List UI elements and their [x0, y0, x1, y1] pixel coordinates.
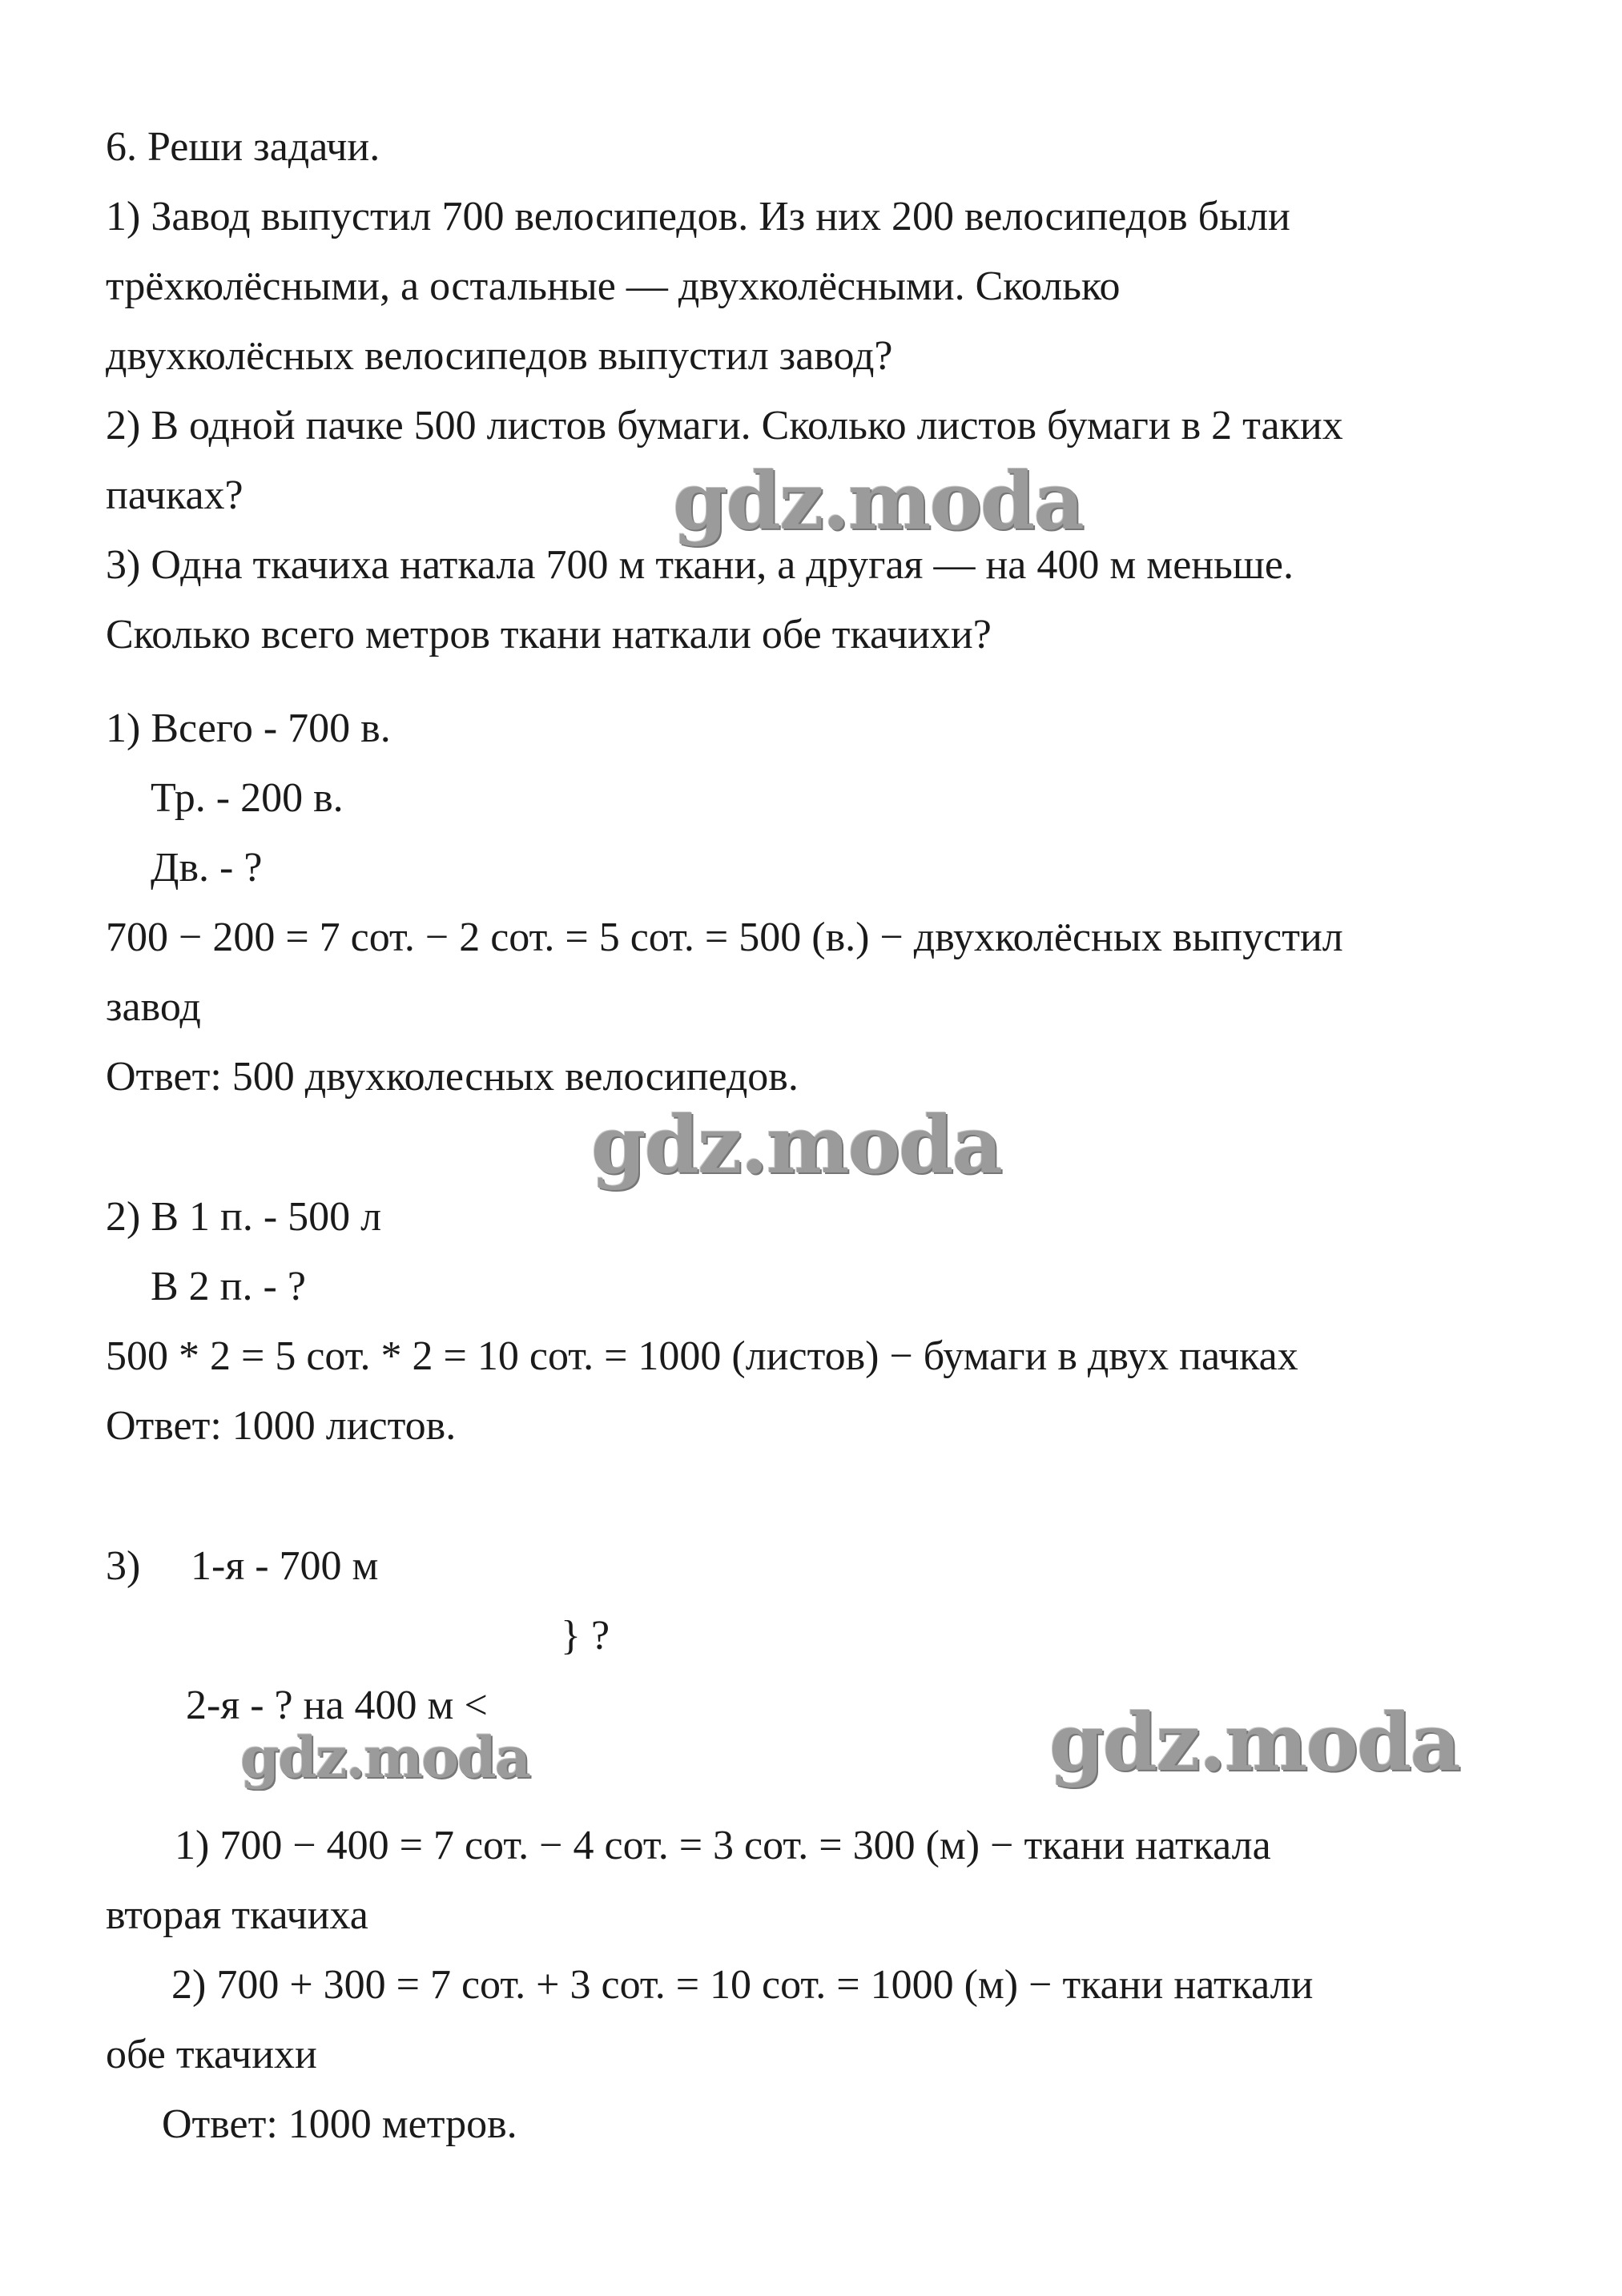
solution-3-second: 2-я - ? на 400 м <: [186, 1683, 488, 1728]
solution-3-step-2: 2) 700 + 300 = 7 сот. + 3 сот. = 10 сот. = 1000 (м) − ткани наткали: [171, 1962, 1314, 2008]
solution-1-answer: Ответ: 500 двухколесных велосипедов.: [106, 1054, 799, 1100]
solution-1-total: 1) Всего - 700 в.: [106, 706, 391, 751]
solution-3-brace: } ?: [561, 1613, 610, 1659]
problem-2-line-2: пачках?: [106, 472, 244, 518]
task-heading: 6. Реши задачи.: [106, 124, 380, 170]
solution-1-calc-cont: завод: [106, 984, 201, 1030]
solution-3-answer: Ответ: 1000 метров.: [162, 2101, 517, 2147]
solution-3-step-1-cont: вторая ткачиха: [106, 1892, 368, 1938]
solution-3-step-2-cont: обе ткачихи: [106, 2032, 317, 2077]
watermark-1: gdz.moda: [673, 456, 1083, 548]
solution-2-calc: 500 * 2 = 5 сот. * 2 = 10 сот. = 1000 (листов) − бумаги в двух пачках: [106, 1333, 1298, 1379]
solution-2-answer: Ответ: 1000 листов.: [106, 1403, 457, 1449]
watermark-2: gdz.moda: [591, 1100, 1001, 1192]
solution-1-tricycles: Тр. - 200 в.: [151, 775, 344, 821]
problem-3-line-1: 3) Одна ткачиха наткала 700 м ткани, а другая — на 400 м меньше.: [106, 542, 1294, 588]
solution-3-step-1: 1) 700 − 400 = 7 сот. − 4 сот. = 3 сот. = 300 (м) − ткани наткала: [175, 1823, 1271, 1868]
solution-2-two-packs: В 2 п. - ?: [151, 1264, 306, 1309]
solution-1-bicycles: Дв. - ?: [151, 845, 263, 891]
problem-1-line-3: двухколёсных велосипедов выпустил завод?: [106, 333, 893, 379]
problem-1-line-2: трёхколёсными, а остальные — двухколёсными. Сколько: [106, 263, 1121, 309]
solution-3-first: 1-я - 700 м: [191, 1543, 379, 1589]
watermark-4: gdz.moda: [1049, 1697, 1459, 1789]
solution-2-one-pack: 2) В 1 п. - 500 л: [106, 1194, 382, 1240]
solution-1-calc: 700 − 200 = 7 сот. − 2 сот. = 5 сот. = 500 (в.) − двухколёсных выпустил: [106, 915, 1343, 960]
problem-1-line-1: 1) Завод выпустил 700 велосипедов. Из них 200 велосипедов были: [106, 194, 1290, 239]
solution-3-number: 3): [106, 1543, 141, 1589]
watermark-3: gdz.moda: [240, 1724, 530, 1791]
problem-2-line-1: 2) В одной пачке 500 листов бумаги. Сколько листов бумаги в 2 таких: [106, 403, 1343, 448]
problem-3-line-2: Сколько всего метров ткани наткали обе ткачихи?: [106, 612, 992, 657]
